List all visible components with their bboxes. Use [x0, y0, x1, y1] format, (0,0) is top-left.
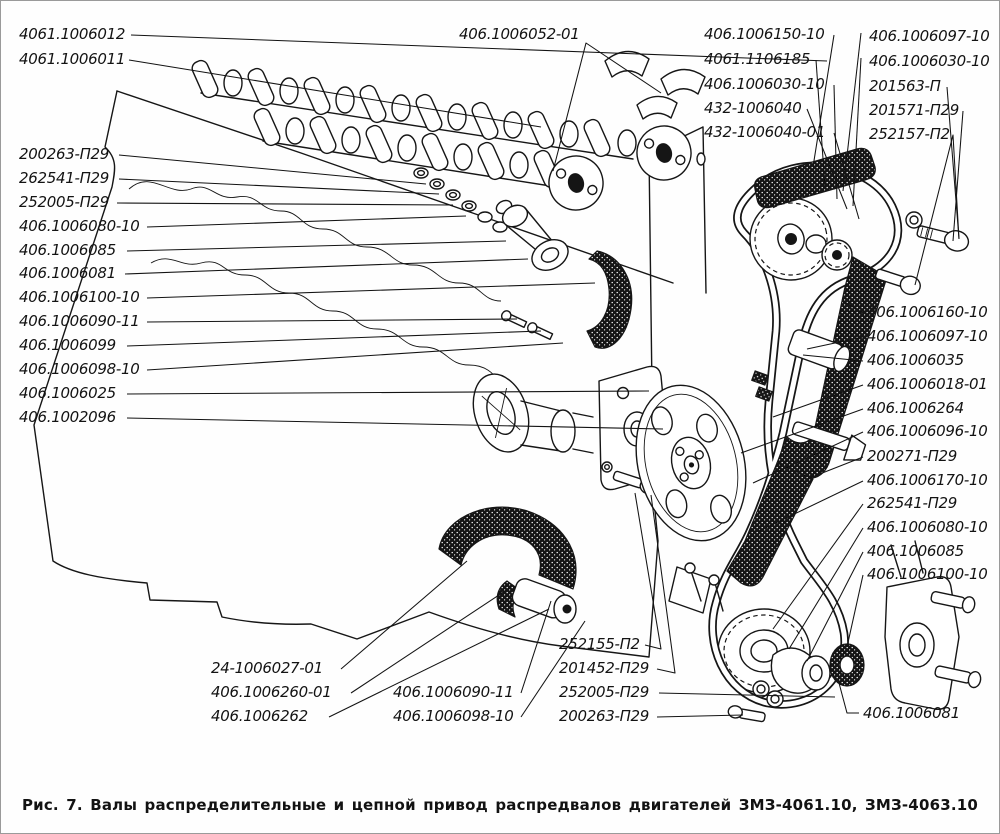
- part-label: 4061.1006011: [19, 50, 126, 68]
- leader-line: [125, 259, 528, 274]
- leader-line: [147, 216, 466, 227]
- part-label: 406.1006035: [867, 351, 964, 369]
- chain-tensioner: [727, 257, 887, 586]
- part-label: 262541-П29: [19, 169, 110, 187]
- leader-line: [127, 331, 541, 346]
- part-label: 200263-П29: [559, 707, 650, 725]
- part-label: 432-1006040: [704, 99, 802, 117]
- leader-line: [147, 343, 563, 370]
- leader-line: [839, 683, 859, 713]
- part-label: 252155-П2: [559, 635, 640, 653]
- part-label: 406.1006025: [19, 384, 116, 402]
- part-label: 406.1006262: [211, 707, 308, 725]
- camshaft-chain-sprockets: [741, 189, 852, 289]
- part-label: 406.1006097-10: [867, 327, 988, 345]
- part-label: 406.1006085: [19, 241, 116, 259]
- leader-line: [119, 179, 439, 194]
- part-label: 252005-П29: [559, 683, 650, 701]
- part-label: 200271-П29: [867, 447, 958, 465]
- small-bolts-cluster: [500, 309, 553, 341]
- part-label: 406.1006100-10: [19, 288, 140, 306]
- part-label: 406.1002096: [19, 408, 116, 426]
- part-label: 406.1006150-10: [704, 25, 825, 43]
- part-label: 201452-П29: [559, 659, 650, 677]
- part-label: 252005-П29: [19, 193, 110, 211]
- part-label: 406.1006081: [863, 704, 960, 722]
- part-label: 406.1006099: [19, 336, 116, 354]
- part-label: 432-1006040-01: [704, 123, 826, 141]
- leader-line: [129, 60, 541, 127]
- part-label: 406.1006080-10: [19, 217, 140, 235]
- part-label: 406.1006097-10: [869, 27, 990, 45]
- leader-line: [847, 575, 863, 647]
- outlet-housing: [494, 198, 573, 276]
- figure-caption: Рис. 7. Валы распределительные и цепной привод распредвалов двигателей ЗМЗ-4061.10, ЗМЗ-4063.10: [21, 796, 979, 814]
- part-label: 4061.1006012: [19, 25, 126, 43]
- part-label: 406.1006264: [867, 399, 964, 417]
- part-label: 406.1006052-01: [459, 25, 580, 43]
- part-label: 201563-П: [869, 77, 941, 95]
- part-label: 24-1006027-01: [211, 659, 323, 677]
- leader-line: [853, 58, 861, 206]
- part-label: 406.1006098-10: [19, 360, 140, 378]
- part-label: 406.1006030-10: [704, 75, 825, 93]
- engine-parts-drawing: [1, 1, 1000, 834]
- leader-line: [341, 561, 467, 669]
- part-label: 406.1006090-11: [393, 683, 514, 701]
- leader-line: [127, 391, 649, 394]
- part-label: 406.1006085: [867, 542, 964, 560]
- part-label: 406.1006018-01: [867, 375, 988, 393]
- camshaft-bearing-caps: [605, 51, 705, 119]
- leader-line: [117, 203, 453, 205]
- leader-line: [127, 241, 506, 251]
- part-label: 406.1006260-01: [211, 683, 332, 701]
- part-label: 200263-П29: [19, 145, 110, 163]
- part-label: 201571-П29: [869, 101, 960, 119]
- leader-line: [813, 35, 834, 167]
- part-label: 406.1006160-10: [867, 303, 988, 321]
- part-label: 262541-П29: [867, 494, 958, 512]
- part-label: 406.1006096-10: [867, 422, 988, 440]
- leader-line: [147, 319, 517, 322]
- leader-line: [127, 418, 663, 429]
- part-label: 406.1006098-10: [393, 707, 514, 725]
- part-label: 252157-П2: [869, 125, 950, 143]
- part-label: 406.1006080-10: [867, 518, 988, 536]
- part-label: 406.1006081: [19, 264, 116, 282]
- part-label: 406.1006030-10: [869, 52, 990, 70]
- leader-line: [147, 283, 595, 298]
- part-label: 406.1006100-10: [867, 565, 988, 583]
- part-label: 406.1006090-11: [19, 312, 140, 330]
- part-label: 406.1006170-10: [867, 471, 988, 489]
- oil-pump-drive-shoe: [439, 507, 576, 623]
- part-label: 4061.1106185: [704, 50, 811, 68]
- leader-line: [635, 493, 661, 649]
